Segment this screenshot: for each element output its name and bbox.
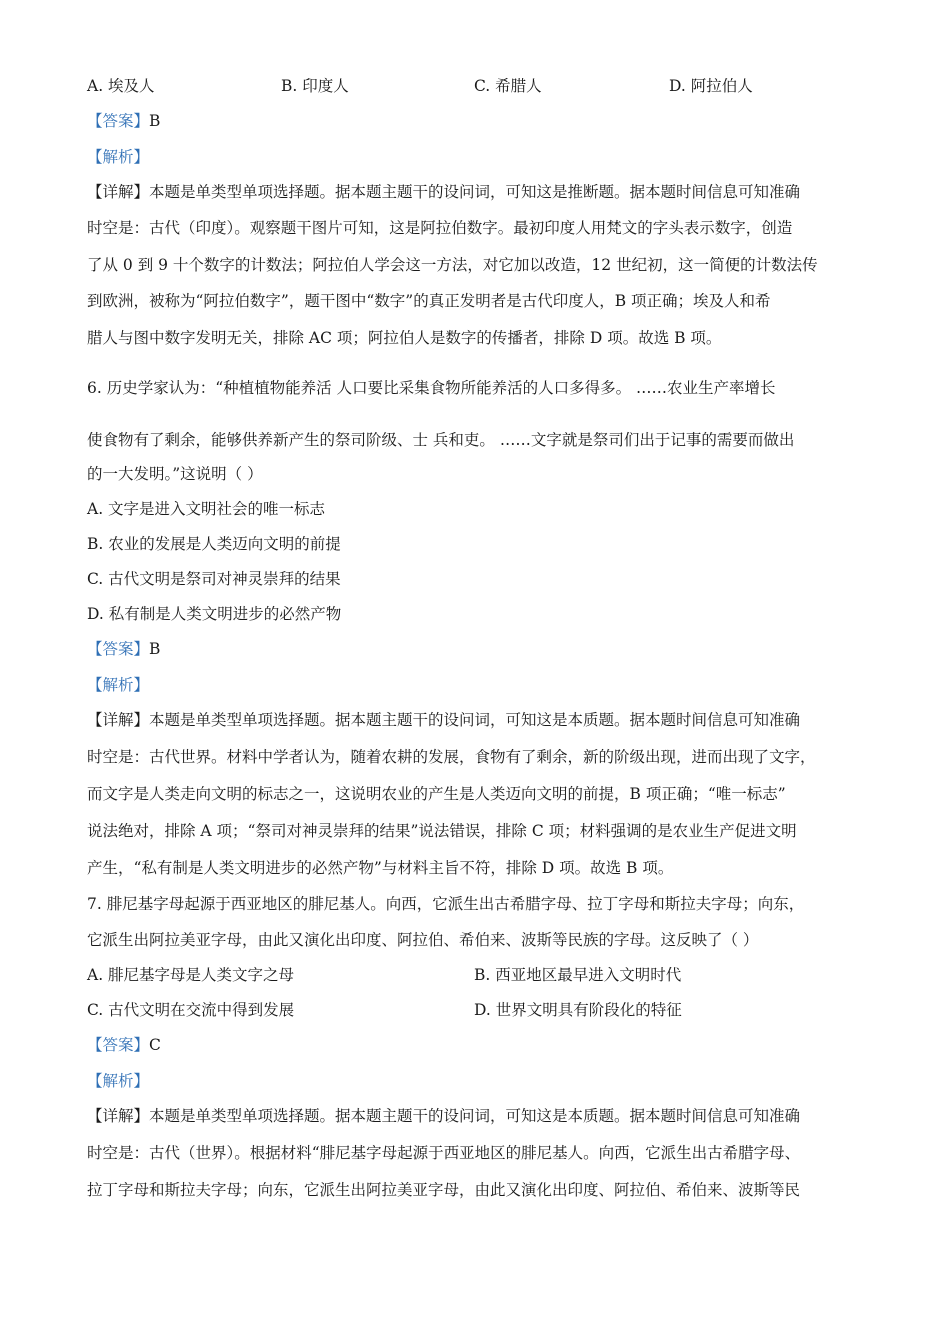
detail-text: 本题是单类型单项选择题。据本题主题干的设问词，可知这是本质题。据本题时间信息可知准确	[149, 711, 801, 729]
q5-option-b: B. 印度人	[281, 77, 349, 95]
q5-answer	[87, 111, 160, 131]
q6-stem-line: 6. 历史学家认为：“种植植物能养活 人口要比采集食物所能养活的人口多得多。 ……农业生产率增长	[87, 379, 776, 397]
q6-analysis-tag: 【解析】	[87, 676, 150, 694]
q6-option-d: D. 私有制是人类文明进步的必然产物	[87, 605, 342, 623]
detail-text: 本题是单类型单项选择题。据本题主题干的设问词，可知这是本质题。据本题时间信息可知准确	[149, 1107, 801, 1125]
q5-detail-line: 时空是：古代（印度）。观察题干图片可知，这是阿拉伯数字。最初印度人用梵文的字头表示数字，创造	[87, 219, 793, 237]
q6-stem-line: 的一大发明。”这说明（ ）	[87, 465, 263, 483]
q7-option-b: B. 西亚地区最早进入文明时代	[474, 966, 682, 984]
q5-analysis-tag: 【解析】	[87, 148, 150, 166]
answer-value: C	[149, 1036, 161, 1054]
q5-detail-line: 腊人与图中数字发明无关，排除 AC 项；阿拉伯人是数字的传播者，排除 D 项。故选 B 项。	[87, 329, 722, 347]
q5-option-d: D. 阿拉伯人	[669, 77, 753, 95]
detail-text: 本题是单类型单项选择题。据本题主题干的设问词，可知这是推断题。据本题时间信息可知准确	[149, 183, 801, 201]
q6-detail-line: 产生，“私有制是人类文明进步的必然产物”与材料主旨不符，排除 D 项。故选 B 项。	[87, 859, 674, 877]
q7-option-d: D. 世界文明具有阶段化的特征	[474, 1001, 682, 1019]
answer-value: B	[149, 640, 161, 658]
q6-option-a: A. 文字是进入文明社会的唯一标志	[87, 500, 326, 518]
q6-detail-line: 而文字是人类走向文明的标志之一，这说明农业的产生是人类迈向文明的前提，B 项正确；“唯一标志”	[87, 785, 786, 803]
answer-tag: 【答案】	[87, 1036, 150, 1054]
q6-detail-line	[87, 710, 800, 730]
q7-detail-line	[87, 1106, 800, 1126]
q6-option-b: B. 农业的发展是人类迈向文明的前提	[87, 535, 341, 553]
q6-detail-line: 时空是：古代世界。材料中学者认为，随着农耕的发展，食物有了剩余，新的阶级出现，进而出现了文字，	[87, 748, 816, 766]
q7-analysis-tag: 【解析】	[87, 1072, 150, 1090]
q5-detail-line	[87, 182, 800, 202]
q7-answer	[87, 1035, 161, 1055]
q7-stem-line: 它派生出阿拉美亚字母，由此又演化出印度、阿拉伯、希伯来、波斯等民族的字母。这反映了（ ）	[87, 931, 759, 949]
q5-detail-line: 到欧洲，被称为“阿拉伯数字”，题干图中“数字”的真正发明者是古代印度人，B 项正确；埃及人和希	[87, 292, 771, 310]
detail-tag: 【详解】	[87, 183, 150, 201]
q6-detail-line: 说法绝对，排除 A 项；“祭司对神灵崇拜的结果”说法错误，排除 C 项；材料强调的是农业生产促进文明	[87, 822, 797, 840]
q7-detail-line: 时空是：古代（世界）。根据材料“腓尼基字母起源于西亚地区的腓尼基人。向西，它派生出古希腊字母、	[87, 1144, 801, 1162]
q5-option-a: A. 埃及人	[87, 77, 155, 95]
q7-detail-line: 拉丁字母和斯拉夫字母；向东，它派生出阿拉美亚字母，由此又演化出印度、阿拉伯、希伯来、波斯等民	[87, 1181, 801, 1199]
detail-tag: 【详解】	[87, 711, 150, 729]
q7-option-c: C. 古代文明在交流中得到发展	[87, 1001, 295, 1019]
q6-answer	[87, 639, 160, 659]
answer-value: B	[149, 112, 161, 130]
detail-tag: 【详解】	[87, 1107, 150, 1125]
q6-stem-line: 使食物有了剩余，能够供养新产生的祭司阶级、士 兵和吏。 ……文字就是祭司们出于记事的需要而做出	[87, 431, 795, 449]
q6-option-c: C. 古代文明是祭司对神灵崇拜的结果	[87, 570, 341, 588]
q7-stem-line: 7. 腓尼基字母起源于西亚地区的腓尼基人。向西，它派生出古希腊字母、拉丁字母和斯拉夫字母；向东，	[87, 895, 805, 913]
q5-option-c: C. 希腊人	[474, 77, 542, 95]
q5-detail-line: 了从 0 到 9 十个数字的计数法；阿拉伯人学会这一方法，对它加以改造，12 世纪初，这一简便的计数法传	[87, 256, 818, 274]
answer-tag: 【答案】	[87, 112, 150, 130]
answer-tag: 【答案】	[87, 640, 150, 658]
q7-option-a: A. 腓尼基字母是人类文字之母	[87, 966, 295, 984]
